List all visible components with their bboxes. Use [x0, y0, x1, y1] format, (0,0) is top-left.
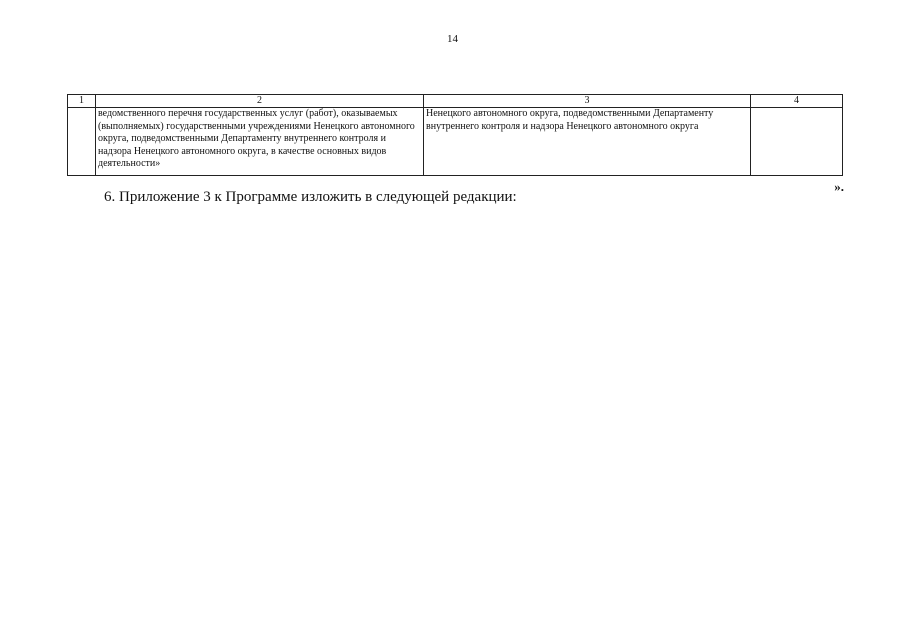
column-header-4: 4: [751, 95, 843, 108]
item-6-text: 6. Приложение 3 к Программе изложить в следующей редакции:: [104, 189, 517, 205]
column-header-2: 2: [96, 95, 424, 108]
cell-col-1: [68, 108, 96, 176]
table-header-row: [68, 95, 843, 108]
cell-col-3: Ненецкого автономного округа, подведомственными Департаменту внутреннего контроля и надзора Ненецкого автономного округа: [424, 108, 751, 176]
column-header-1: 1: [68, 95, 96, 108]
column-header-3: 3: [424, 95, 751, 108]
table-row: [68, 108, 843, 176]
cell-col-2: ведомственного перечня государственных услуг (работ), оказываемых (выполняемых) государственными учреждениями Ненецкого автономного округа, подведомственными Департаменту внутреннего контроля и надзора Ненецкого автономного округа, в качестве основных видов деятельности»: [96, 108, 424, 176]
cell-col-4: [751, 108, 843, 176]
document-table: [67, 94, 843, 176]
page-number: 14: [447, 33, 458, 45]
closing-quote: ».: [834, 179, 844, 194]
